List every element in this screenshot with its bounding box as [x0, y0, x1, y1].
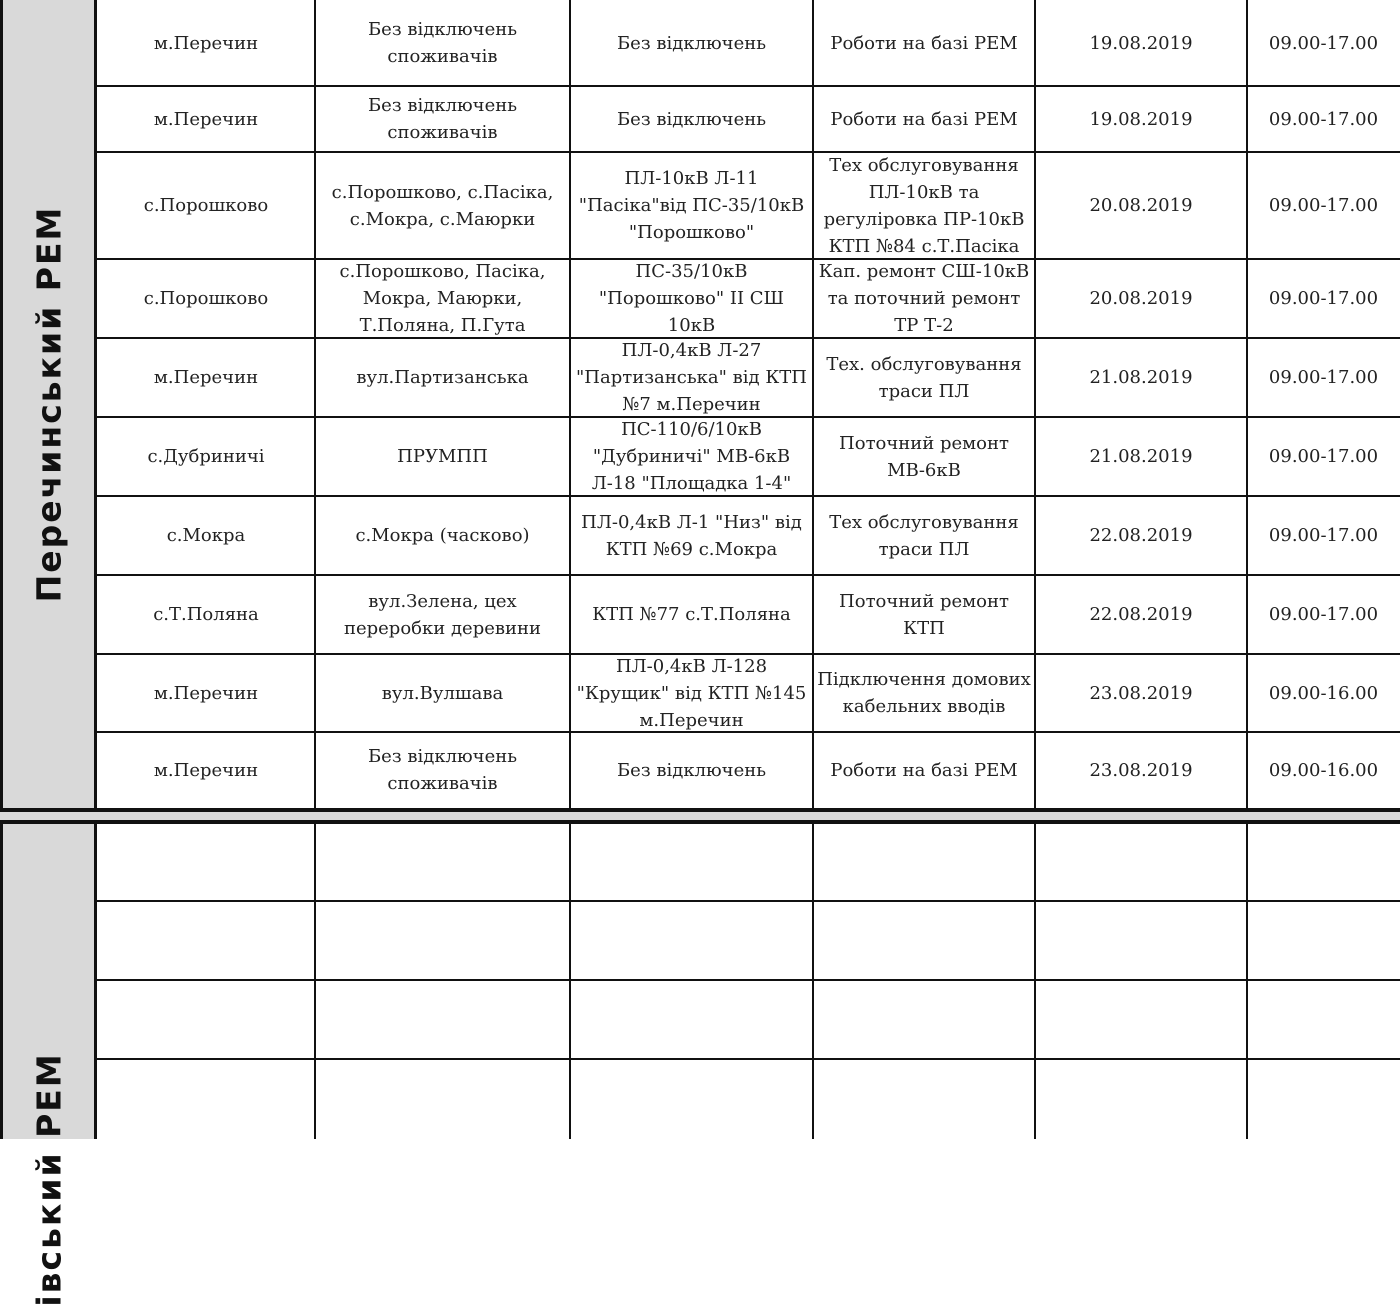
cell-text: 09.00-17.00 [1268, 604, 1379, 625]
cell-text: с.Порошково [143, 195, 269, 216]
cell-text: 21.08.2019 [1089, 446, 1193, 467]
table-cell-date [1035, 654, 1247, 732]
table-cell-consumers [315, 417, 570, 496]
table-cell-settlement [97, 417, 315, 496]
cell-text: Без відключень споживачів [367, 746, 518, 794]
cell-text: с.Дубриничі [147, 446, 265, 467]
cell-text: Тех. обслуговування траси ПЛ [826, 353, 1022, 402]
table-cell-line [570, 732, 813, 808]
table-cell-time [1247, 259, 1400, 338]
cell-text: 23.08.2019 [1089, 682, 1193, 704]
table-cell-consumers [315, 0, 570, 86]
cell-text: 09.00-17.00 [1268, 108, 1379, 130]
section-label: івський РЕМ [29, 1052, 68, 1307]
table-cell-time [1247, 152, 1400, 259]
cell-text: Поточний ремонт КТП [839, 590, 1009, 639]
grid-line [1246, 824, 1248, 1139]
table-cell-line [570, 259, 813, 338]
table-cell-works [813, 152, 1035, 259]
grid-line [97, 900, 1400, 902]
grid-line [97, 653, 1400, 655]
table-cell-line [570, 86, 813, 152]
table-cell-settlement [97, 259, 315, 338]
cell-text: 19.08.2019 [1089, 108, 1193, 130]
table-cell-time [1247, 496, 1400, 575]
cell-text: 20.08.2019 [1089, 195, 1193, 216]
table-cell-works [813, 0, 1035, 86]
grid-line [97, 495, 1400, 497]
grid-line [569, 824, 571, 1139]
grid-line [97, 85, 1400, 87]
grid-line [97, 416, 1400, 418]
cell-text: вул.Партизанська [356, 367, 529, 388]
cell-text: 22.08.2019 [1089, 525, 1193, 546]
table-cell-consumers [315, 152, 570, 259]
table-cell-date [1035, 259, 1247, 338]
table-cell-date [1035, 152, 1247, 259]
section-next [0, 824, 97, 1307]
grid-line [97, 258, 1400, 260]
cell-text: Поточний ремонт МВ-6кВ [839, 432, 1009, 481]
cell-text: ПРУМПП [397, 446, 488, 467]
table-cell-date [1035, 338, 1247, 417]
cell-text: 09.00-17.00 [1268, 446, 1379, 467]
grid-line [812, 824, 814, 1139]
grid-line [569, 0, 571, 808]
cell-text: 22.08.2019 [1089, 604, 1193, 625]
section-perechyn [0, 0, 97, 808]
cell-text: Без відключень споживачів [367, 19, 518, 67]
table-cell-line [570, 152, 813, 259]
cell-text: 09.00-17.00 [1268, 288, 1379, 309]
cell-text: ПС-110/6/10кВ "Дубриничі" МВ-6кВ Л-18 "Площадка 1-4" [591, 419, 792, 494]
table-cell-settlement [97, 496, 315, 575]
table-cell-consumers [315, 575, 570, 654]
table-cell-consumers [315, 259, 570, 338]
table-cell-works [813, 732, 1035, 808]
table-cell-settlement [97, 0, 315, 86]
table-cell-date [1035, 0, 1247, 86]
cell-text: 09.00-17.00 [1268, 32, 1379, 54]
table-cell-works [813, 575, 1035, 654]
grid-line [97, 151, 1400, 153]
table-cell-time [1247, 0, 1400, 86]
cell-text: Роботи на базі РЕМ [830, 108, 1018, 130]
cell-text: Роботи на базі РЕМ [830, 32, 1018, 54]
cell-text: Без відключень [616, 759, 767, 781]
table-cell-time [1247, 338, 1400, 417]
table-cell-consumers [315, 338, 570, 417]
grid-line [97, 574, 1400, 576]
cell-text: вул.Вулшава [381, 682, 504, 704]
table-cell-time [1247, 654, 1400, 732]
table-cell-settlement [97, 654, 315, 732]
table-cell-settlement [97, 86, 315, 152]
table-cell-line [570, 496, 813, 575]
table-cell-date [1035, 417, 1247, 496]
cell-text: ПЛ-0,4кВ Л-1 "Низ" від КТП №69 с.Мокра [581, 511, 802, 560]
grid-line [97, 337, 1400, 339]
table-cell-consumers [315, 86, 570, 152]
table-cell-line [570, 575, 813, 654]
grid-line [812, 0, 814, 808]
cell-text: с.Т.Поляна [153, 604, 259, 625]
table-cell-consumers [315, 732, 570, 808]
table-cell-works [813, 86, 1035, 152]
cell-text: 21.08.2019 [1089, 367, 1193, 388]
table-cell-line [570, 338, 813, 417]
table-cell-line [570, 654, 813, 732]
cell-text: м.Перечин [153, 682, 259, 704]
cell-text: Без відключень споживачів [367, 95, 518, 143]
table-cell-date [1035, 575, 1247, 654]
cell-text: Тех обслуговування траси ПЛ [829, 511, 1019, 560]
cell-text: ПЛ-10кВ Л-11 "Пасіка"від ПС-35/10кВ "Порошково" [578, 168, 805, 243]
cell-text: м.Перечин [153, 32, 259, 54]
cell-text: с.Порошково [143, 288, 269, 309]
cell-text: КТП №77 с.Т.Поляна [592, 604, 791, 625]
cell-text: Кап. ремонт СШ-10кВ та поточний ремонт ТР Т-2 [818, 261, 1030, 336]
table-cell-date [1035, 732, 1247, 808]
cell-text: ПЛ-0,4кВ Л-27 "Партизанська" від КТП №7 м.Перечин [576, 340, 807, 415]
cell-text: м.Перечин [153, 367, 259, 388]
grid-line [314, 0, 316, 808]
cell-text: Роботи на базі РЕМ [830, 759, 1018, 781]
cell-text: м.Перечин [153, 759, 259, 781]
table-cell-works [813, 417, 1035, 496]
cell-text: Без відключень [616, 32, 767, 54]
table-cell-settlement [97, 732, 315, 808]
cell-text: Тех обслуговування ПЛ-10кВ та регуліровка ПР-10кВ КТП №84 с.Т.Пасіка [823, 154, 1025, 257]
table-cell-consumers [315, 496, 570, 575]
grid-line [1034, 824, 1036, 1139]
table-cell-time [1247, 417, 1400, 496]
table-cell-date [1035, 496, 1247, 575]
grid-line [97, 979, 1400, 981]
table-cell-works [813, 259, 1035, 338]
cell-text: Без відключень [616, 108, 767, 130]
grid-line [97, 1058, 1400, 1060]
cell-text: м.Перечин [153, 108, 259, 130]
cell-text: вул.Зелена, цех переробки деревини [343, 590, 542, 639]
cell-text: с.Мокра [166, 525, 246, 546]
grid-line [1034, 0, 1036, 808]
cell-text: с.Порошково, с.Пасіка, с.Мокра, с.Маюрки [331, 181, 554, 230]
cell-text: 09.00-17.00 [1268, 367, 1379, 388]
cell-text: 20.08.2019 [1089, 288, 1193, 309]
table-cell-settlement [97, 152, 315, 259]
cell-text: 09.00-17.00 [1268, 195, 1379, 216]
cell-text: 09.00-17.00 [1268, 525, 1379, 546]
table-cell-works [813, 496, 1035, 575]
cell-text: ПЛ-0,4кВ Л-128 "Крущик" від КТП №145 м.Перечин [576, 655, 807, 731]
cell-text: 09.00-16.00 [1268, 682, 1379, 704]
cell-text: Підключення домових кабельних вводів [817, 669, 1031, 717]
cell-text: 09.00-16.00 [1268, 759, 1379, 781]
table-cell-consumers [315, 654, 570, 732]
table-cell-works [813, 654, 1035, 732]
table-cell-time [1247, 732, 1400, 808]
cell-text: с.Мокра (часково) [355, 525, 530, 546]
table-cell-line [570, 0, 813, 86]
cell-text: 19.08.2019 [1089, 32, 1193, 54]
section-separator [0, 808, 1400, 824]
grid-line [97, 731, 1400, 733]
grid-line [314, 824, 316, 1139]
cell-text: с.Порошково, Пасіка, Мокра, Маюрки, Т.Поляна, П.Гута [339, 261, 546, 336]
cell-text: ПС-35/10кВ "Порошково" ІІ СШ 10кВ [598, 261, 785, 336]
table-cell-line [570, 417, 813, 496]
table-cell-settlement [97, 575, 315, 654]
section-label: Перечинський РЕМ [29, 205, 68, 603]
cell-text: 23.08.2019 [1089, 759, 1193, 781]
table-cell-works [813, 338, 1035, 417]
table-cell-time [1247, 575, 1400, 654]
grid-line [1246, 0, 1248, 808]
table-cell-settlement [97, 338, 315, 417]
table-cell-date [1035, 86, 1247, 152]
table-cell-time [1247, 86, 1400, 152]
